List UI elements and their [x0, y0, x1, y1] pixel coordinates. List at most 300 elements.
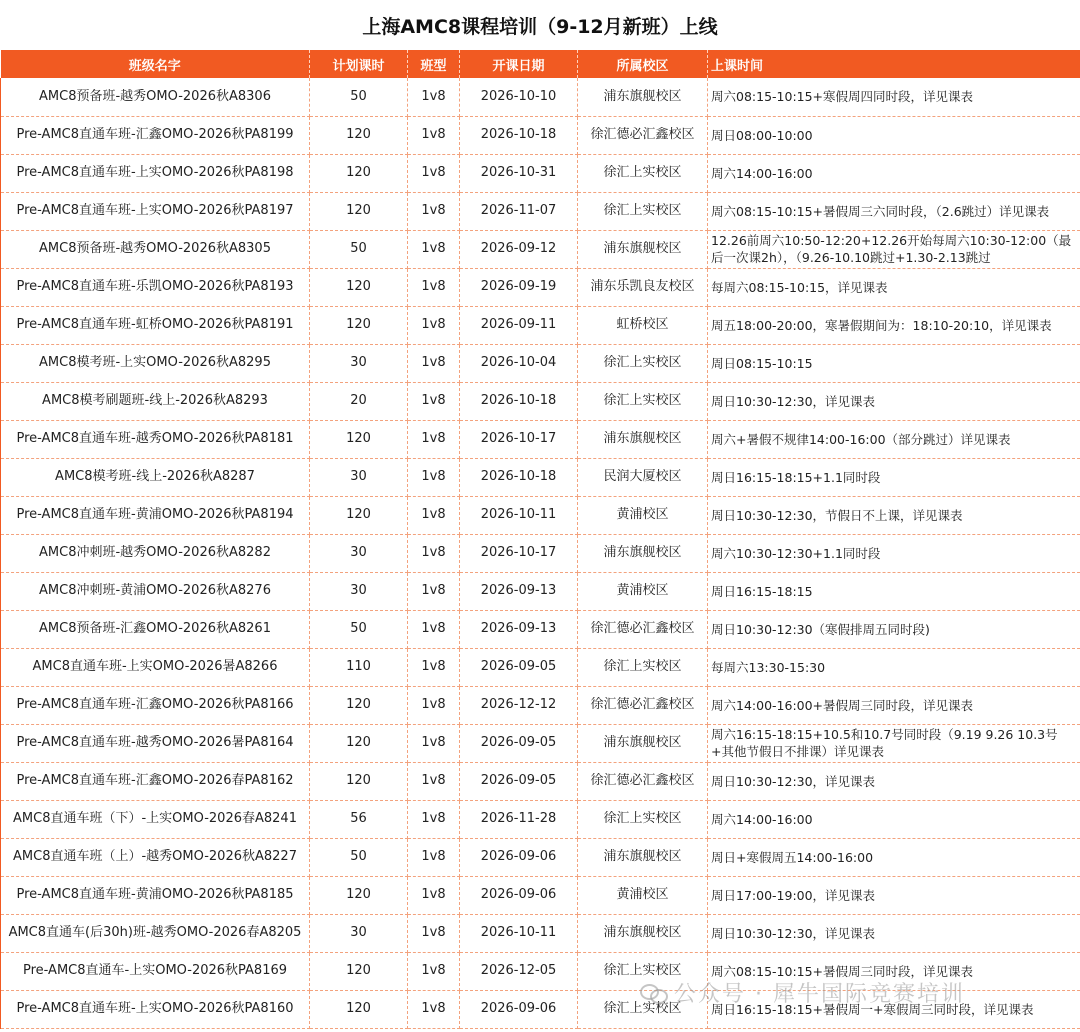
schedule-cell-text: 周日10:30-12:30（寒假排周五同时段) — [711, 621, 930, 637]
schedule-cell-text: 周日+寒假周五14:00-16:00 — [711, 849, 874, 865]
campus-cell — [578, 78, 708, 116]
start-date-cell-text: 2026-11-28 — [480, 811, 557, 826]
planned-hours-cell-text: 120 — [346, 431, 371, 446]
start-date-cell — [460, 344, 578, 382]
class-type-cell — [408, 306, 460, 344]
table-row — [1, 610, 1080, 648]
class-type-cell — [408, 420, 460, 458]
class-name-cell — [1, 192, 310, 230]
planned-hours-cell — [310, 838, 408, 876]
schedule-cell — [708, 534, 1080, 572]
start-date-cell-text: 2026-09-05 — [480, 659, 557, 674]
start-date-cell — [460, 306, 578, 344]
planned-hours-cell-text: 120 — [346, 127, 371, 142]
class-name-cell — [1, 344, 310, 382]
start-date-cell — [460, 724, 578, 762]
campus-cell-text: 黄浦校区 — [616, 887, 669, 902]
start-date-cell-text: 2026-09-05 — [480, 773, 557, 788]
header-campus: 所属校区 — [578, 50, 708, 78]
start-date-cell — [460, 268, 578, 306]
schedule-cell — [708, 268, 1080, 306]
campus-cell — [578, 990, 708, 1028]
start-date-cell-text: 2026-10-18 — [480, 393, 557, 408]
planned-hours-cell-text: 120 — [346, 735, 371, 750]
planned-hours-cell — [310, 762, 408, 800]
class-type-cell — [408, 78, 460, 116]
planned-hours-cell — [310, 914, 408, 952]
planned-hours-cell-text: 120 — [346, 1001, 371, 1016]
schedule-cell — [708, 800, 1080, 838]
class-name-cell — [1, 78, 310, 116]
schedule-cell — [708, 230, 1080, 268]
start-date-cell-text: 2026-10-11 — [480, 925, 557, 940]
table-row — [1, 78, 1080, 116]
class-name-cell-text: AMC8冲刺班-越秀OMO-2026秋A8282 — [39, 545, 271, 560]
start-date-cell — [460, 154, 578, 192]
schedule-cell — [708, 686, 1080, 724]
start-date-cell-text: 2026-11-07 — [480, 203, 557, 218]
class-type-cell-text: 1v8 — [421, 355, 446, 370]
table-body — [1, 78, 1080, 1028]
planned-hours-cell — [310, 572, 408, 610]
planned-hours-cell-text: 120 — [346, 279, 371, 294]
class-type-cell — [408, 876, 460, 914]
planned-hours-cell — [310, 420, 408, 458]
class-name-cell — [1, 800, 310, 838]
campus-cell — [578, 952, 708, 990]
class-name-cell-text: AMC8模考刷题班-线上-2026秋A8293 — [42, 393, 268, 408]
start-date-cell-text: 2026-10-10 — [480, 88, 557, 104]
planned-hours-cell — [310, 268, 408, 306]
campus-cell-text: 黄浦校区 — [616, 583, 669, 598]
table-row — [1, 686, 1080, 724]
start-date-cell-text: 2026-09-19 — [480, 279, 557, 294]
start-date-cell-text: 2026-09-11 — [480, 317, 557, 332]
planned-hours-cell-text: 110 — [346, 659, 371, 674]
schedule-cell — [708, 610, 1080, 648]
class-name-cell-text: AMC8冲刺班-黄浦OMO-2026秋A8276 — [39, 583, 271, 598]
schedule-cell-text: 周日10:30-12:30，详见课表 — [711, 925, 876, 941]
class-type-cell-text: 1v8 — [421, 317, 446, 332]
class-type-cell — [408, 382, 460, 420]
start-date-cell-text: 2026-10-11 — [480, 507, 557, 522]
class-name-cell-text: AMC8预备班-越秀OMO-2026秋A8305 — [39, 241, 271, 256]
table-row — [1, 534, 1080, 572]
campus-cell-text: 浦东旗舰校区 — [603, 545, 682, 560]
schedule-cell — [708, 420, 1080, 458]
class-type-cell — [408, 990, 460, 1028]
planned-hours-cell-text: 120 — [346, 165, 371, 180]
class-name-cell-text: AMC8直通车班（上）-越秀OMO-2026秋A8227 — [13, 849, 297, 864]
start-date-cell — [460, 534, 578, 572]
campus-cell-text: 徐汇德必汇鑫校区 — [590, 697, 695, 712]
class-name-cell-text: Pre-AMC8直通车班-汇鑫OMO-2026秋PA8166 — [16, 697, 294, 712]
class-name-cell-text: Pre-AMC8直通车班-上实OMO-2026秋PA8197 — [16, 203, 294, 218]
class-type-cell-text: 1v8 — [421, 773, 446, 788]
start-date-cell-text: 2026-09-06 — [480, 849, 557, 864]
planned-hours-cell — [310, 192, 408, 230]
header-start-date: 开课日期 — [460, 50, 578, 78]
header-row — [1, 50, 1080, 78]
campus-cell-text: 浦东旗舰校区 — [603, 849, 682, 864]
schedule-cell — [708, 458, 1080, 496]
schedule-cell — [708, 648, 1080, 686]
table-row — [1, 344, 1080, 382]
class-type-cell — [408, 572, 460, 610]
class-name-cell-text: AMC8直通车班（下）-上实OMO-2026春A8241 — [13, 811, 297, 826]
campus-cell-text: 浦东旗舰校区 — [603, 925, 682, 940]
start-date-cell — [460, 762, 578, 800]
class-name-cell — [1, 762, 310, 800]
schedule-cell-text: 周六+暑假不规律14:00-16:00（部分跳过）详见课表 — [711, 431, 1011, 447]
class-name-cell — [1, 116, 310, 154]
class-name-cell — [1, 610, 310, 648]
class-type-cell — [408, 610, 460, 648]
schedule-cell-text: 每周六08:15-10:15，详见课表 — [711, 279, 888, 295]
class-name-cell-text: Pre-AMC8直通车班-越秀OMO-2026暑PA8164 — [16, 735, 294, 750]
start-date-cell-text: 2026-09-05 — [480, 735, 557, 750]
start-date-cell-text: 2026-12-05 — [480, 963, 557, 978]
campus-cell — [578, 116, 708, 154]
planned-hours-cell — [310, 78, 408, 116]
schedule-cell-text: 周日16:15-18:15 — [711, 583, 813, 599]
class-name-cell — [1, 572, 310, 610]
class-type-cell — [408, 838, 460, 876]
class-name-cell — [1, 876, 310, 914]
class-name-cell-text: Pre-AMC8直通车班-越秀OMO-2026秋PA8181 — [16, 431, 294, 446]
planned-hours-cell — [310, 116, 408, 154]
start-date-cell — [460, 838, 578, 876]
class-name-cell-text: AMC8模考班-上实OMO-2026秋A8295 — [39, 355, 271, 370]
class-name-cell-text: AMC8直通车班-上实OMO-2026暑A8266 — [32, 659, 278, 674]
class-type-cell-text: 1v8 — [421, 1001, 446, 1016]
class-name-cell — [1, 648, 310, 686]
start-date-cell — [460, 686, 578, 724]
campus-cell-text: 虹桥校区 — [616, 317, 669, 332]
table-row — [1, 876, 1080, 914]
class-type-cell — [408, 724, 460, 762]
schedule-cell-text: 周日10:30-12:30，详见课表 — [711, 773, 876, 789]
class-type-cell-text: 1v8 — [421, 583, 446, 598]
header-class-type: 班型 — [408, 50, 460, 78]
table-header — [1, 50, 1080, 78]
campus-cell — [578, 876, 708, 914]
table-row — [1, 268, 1080, 306]
table-row — [1, 496, 1080, 534]
header-planned-hours: 计划课时 — [310, 50, 408, 78]
campus-cell — [578, 154, 708, 192]
schedule-cell-text: 周日16:15-18:15+暑假周一+寒假周三同时段，详见课表 — [711, 1001, 1034, 1017]
planned-hours-cell-text: 50 — [350, 621, 367, 636]
header-schedule: 上课时间 — [708, 50, 1080, 78]
campus-cell — [578, 268, 708, 306]
planned-hours-cell-text: 20 — [350, 393, 367, 408]
start-date-cell — [460, 990, 578, 1028]
class-type-cell — [408, 268, 460, 306]
class-type-cell — [408, 116, 460, 154]
planned-hours-cell-text: 30 — [350, 355, 367, 370]
start-date-cell — [460, 648, 578, 686]
schedule-cell — [708, 914, 1080, 952]
table-row — [1, 990, 1080, 1028]
planned-hours-cell-text: 120 — [346, 887, 371, 902]
planned-hours-cell-text: 30 — [350, 583, 367, 598]
table-row — [1, 382, 1080, 420]
class-type-cell-text: 1v8 — [421, 469, 446, 484]
schedule-cell — [708, 952, 1080, 990]
start-date-cell — [460, 876, 578, 914]
schedule-cell — [708, 382, 1080, 420]
class-name-cell — [1, 154, 310, 192]
campus-cell — [578, 420, 708, 458]
class-type-cell-text: 1v8 — [421, 127, 446, 142]
class-name-cell — [1, 952, 310, 990]
watermark-text: 公众号 · 犀牛国际竞赛培训 — [674, 981, 965, 1007]
start-date-cell — [460, 382, 578, 420]
class-type-cell — [408, 534, 460, 572]
campus-cell-text: 徐汇上实校区 — [603, 659, 682, 674]
planned-hours-cell — [310, 458, 408, 496]
campus-cell — [578, 914, 708, 952]
class-name-cell-text: Pre-AMC8直通车班-汇鑫OMO-2026秋PA8199 — [16, 127, 294, 142]
start-date-cell — [460, 420, 578, 458]
planned-hours-cell — [310, 154, 408, 192]
header-class-name: 班级名字 — [1, 50, 310, 78]
class-name-cell-text: Pre-AMC8直通车班-乐凯OMO-2026秋PA8193 — [16, 279, 294, 294]
class-name-cell — [1, 534, 310, 572]
start-date-cell-text: 2026-09-13 — [480, 583, 557, 598]
class-type-cell-text: 1v8 — [421, 963, 446, 978]
planned-hours-cell-text: 120 — [346, 773, 371, 788]
class-name-cell — [1, 268, 310, 306]
campus-cell — [578, 534, 708, 572]
schedule-cell-text: 周六08:15-10:15+暑假周三同时段，详见课表 — [711, 963, 974, 979]
schedule-cell — [708, 876, 1080, 914]
planned-hours-cell — [310, 230, 408, 268]
class-type-cell-text: 1v8 — [421, 431, 446, 446]
planned-hours-cell — [310, 344, 408, 382]
class-name-cell — [1, 724, 310, 762]
schedule-cell-text: 周六14:00-16:00 — [711, 811, 813, 827]
class-type-cell-text: 1v8 — [421, 203, 446, 218]
start-date-cell — [460, 116, 578, 154]
start-date-cell — [460, 914, 578, 952]
planned-hours-cell — [310, 876, 408, 914]
planned-hours-cell — [310, 686, 408, 724]
start-date-cell — [460, 610, 578, 648]
campus-cell — [578, 572, 708, 610]
campus-cell — [578, 306, 708, 344]
table-row — [1, 724, 1080, 762]
campus-cell-text: 浦东乐凯良友校区 — [590, 279, 695, 294]
schedule-cell — [708, 154, 1080, 192]
campus-cell — [578, 648, 708, 686]
class-type-cell-text: 1v8 — [421, 659, 446, 674]
class-type-cell-text: 1v8 — [421, 545, 446, 560]
table-row — [1, 952, 1080, 990]
campus-cell-text: 徐汇上实校区 — [603, 393, 682, 408]
start-date-cell-text: 2026-09-13 — [480, 621, 557, 636]
start-date-cell — [460, 230, 578, 268]
campus-cell — [578, 724, 708, 762]
planned-hours-cell — [310, 648, 408, 686]
start-date-cell — [460, 800, 578, 838]
schedule-cell-text: 周日17:00-19:00，详见课表 — [711, 887, 876, 903]
campus-cell — [578, 496, 708, 534]
planned-hours-cell — [310, 382, 408, 420]
campus-cell-text: 徐汇上实校区 — [603, 203, 682, 218]
campus-cell-text: 徐汇上实校区 — [603, 165, 682, 180]
planned-hours-cell-text: 50 — [350, 241, 367, 256]
schedule-cell-text: 周日16:15-18:15+1.1同时段 — [711, 469, 881, 485]
class-type-cell-text: 1v8 — [421, 697, 446, 712]
class-name-cell-text: Pre-AMC8直通车班-上实OMO-2026秋PA8160 — [16, 1001, 294, 1016]
planned-hours-cell — [310, 952, 408, 990]
table-row — [1, 458, 1080, 496]
campus-cell-text: 浦东旗舰校区 — [603, 431, 682, 446]
class-type-cell — [408, 914, 460, 952]
table-row — [1, 420, 1080, 458]
campus-cell-text: 徐汇上实校区 — [603, 1001, 682, 1016]
schedule-cell — [708, 572, 1080, 610]
start-date-cell-text: 2026-09-06 — [480, 887, 557, 902]
class-type-cell — [408, 344, 460, 382]
campus-cell-text: 民润大厦校区 — [603, 469, 682, 484]
schedule-cell-text: 周日08:15-10:15 — [711, 355, 813, 371]
table-row — [1, 230, 1080, 268]
class-type-cell-text: 1v8 — [421, 279, 446, 294]
class-type-cell — [408, 648, 460, 686]
start-date-cell — [460, 192, 578, 230]
class-name-cell — [1, 496, 310, 534]
schedule-cell — [708, 838, 1080, 876]
schedule-cell-text: 周日10:30-12:30，节假日不上课，详见课表 — [711, 507, 963, 523]
schedule-cell — [708, 496, 1080, 534]
class-name-cell-text: Pre-AMC8直通车班-黄浦OMO-2026秋PA8185 — [16, 887, 294, 902]
schedule-cell-text: 周日10:30-12:30，详见课表 — [711, 393, 876, 409]
schedule-cell-text: 周六08:15-10:15+暑假周三六同时段，（2.6跳过）详见课表 — [711, 203, 1050, 219]
class-type-cell-text: 1v8 — [421, 735, 446, 750]
planned-hours-cell — [310, 496, 408, 534]
schedule-cell — [708, 192, 1080, 230]
class-name-cell-text: Pre-AMC8直通车班-虹桥OMO-2026秋PA8191 — [16, 317, 294, 332]
planned-hours-cell — [310, 610, 408, 648]
start-date-cell-text: 2026-10-18 — [480, 127, 557, 142]
campus-cell-text: 徐汇上实校区 — [603, 811, 682, 826]
table-row — [1, 762, 1080, 800]
start-date-cell — [460, 952, 578, 990]
class-name-cell — [1, 420, 310, 458]
planned-hours-cell-text: 120 — [346, 317, 371, 332]
class-name-cell — [1, 990, 310, 1028]
class-type-cell — [408, 496, 460, 534]
campus-cell — [578, 192, 708, 230]
planned-hours-cell — [310, 534, 408, 572]
class-name-cell — [1, 306, 310, 344]
class-type-cell-text: 1v8 — [421, 621, 446, 636]
campus-cell-text: 黄浦校区 — [616, 507, 669, 522]
start-date-cell — [460, 78, 578, 116]
class-type-cell-text: 1v8 — [421, 925, 446, 940]
class-name-cell-text: Pre-AMC8直通车班-汇鑫OMO-2026春PA8162 — [16, 773, 294, 788]
campus-cell — [578, 382, 708, 420]
campus-cell-text: 徐汇上实校区 — [603, 355, 682, 370]
class-name-cell-text: AMC8模考班-线上-2026秋A8287 — [55, 469, 255, 484]
schedule-cell-text: 周六08:15-10:15+寒假周四同时段，详见课表 — [711, 89, 974, 105]
campus-cell — [578, 686, 708, 724]
class-type-cell-text: 1v8 — [421, 241, 446, 256]
class-type-cell — [408, 154, 460, 192]
campus-cell — [578, 230, 708, 268]
class-type-cell — [408, 762, 460, 800]
planned-hours-cell-text: 30 — [350, 545, 367, 560]
schedule-cell — [708, 306, 1080, 344]
schedule-cell — [708, 724, 1080, 762]
class-name-cell — [1, 230, 310, 268]
campus-cell-text: 浦东旗舰校区 — [603, 241, 682, 256]
class-type-cell-text: 1v8 — [421, 88, 446, 104]
planned-hours-cell-text: 50 — [350, 88, 367, 104]
campus-cell-text: 浦东旗舰校区 — [603, 735, 682, 750]
campus-cell — [578, 800, 708, 838]
schedule-cell-text: 12.26前周六10:50-12:20+12.26开始每周六10:30-12:00（最后一次课2h），（9.26-10.10跳过+1.30-2.13跳过 — [711, 233, 1072, 265]
table-row — [1, 572, 1080, 610]
schedule-cell-text: 每周六13:30-15:30 — [711, 659, 826, 675]
class-name-cell-text: Pre-AMC8直通车班-黄浦OMO-2026秋PA8194 — [16, 507, 294, 522]
class-name-cell-text: AMC8预备班-越秀OMO-2026秋A8306 — [39, 88, 271, 104]
schedule-cell-text: 周六14:00-16:00 — [711, 165, 813, 181]
class-type-cell-text: 1v8 — [421, 811, 446, 826]
class-name-cell — [1, 838, 310, 876]
planned-hours-cell-text: 56 — [350, 811, 367, 826]
start-date-cell-text: 2026-09-06 — [480, 1001, 557, 1016]
campus-cell-text: 徐汇上实校区 — [603, 963, 682, 978]
class-name-cell — [1, 382, 310, 420]
table-row — [1, 648, 1080, 686]
planned-hours-cell-text: 120 — [346, 507, 371, 522]
class-name-cell — [1, 458, 310, 496]
class-type-cell-text: 1v8 — [421, 887, 446, 902]
class-name-cell — [1, 914, 310, 952]
schedule-cell — [708, 762, 1080, 800]
schedule-cell — [708, 990, 1080, 1028]
schedule-cell-text: 周六16:15-18:15+10.5和10.7号同时段（9.19 9.26 10.3号+其他节假日不排课）详见课表 — [711, 727, 1058, 759]
start-date-cell-text: 2026-10-18 — [480, 469, 557, 484]
start-date-cell-text: 2026-10-17 — [480, 545, 557, 560]
table-row — [1, 306, 1080, 344]
campus-cell-text: 徐汇德必汇鑫校区 — [590, 773, 695, 788]
start-date-cell-text: 2026-12-12 — [480, 697, 557, 712]
planned-hours-cell-text: 30 — [350, 925, 367, 940]
class-name-cell-text: AMC8预备班-汇鑫OMO-2026秋A8261 — [39, 621, 271, 636]
class-type-cell — [408, 800, 460, 838]
schedule-cell-text: 周五18:00-20:00，寒暑假期间为：18:10-20:10，详见课表 — [711, 317, 1052, 333]
start-date-cell-text: 2026-10-17 — [480, 431, 557, 446]
campus-cell-text: 徐汇德必汇鑫校区 — [590, 621, 695, 636]
campus-cell — [578, 458, 708, 496]
schedule-cell — [708, 116, 1080, 154]
class-type-cell — [408, 458, 460, 496]
table-row — [1, 838, 1080, 876]
planned-hours-cell-text: 120 — [346, 963, 371, 978]
table-row — [1, 154, 1080, 192]
start-date-cell-text: 2026-10-31 — [480, 165, 557, 180]
class-type-cell — [408, 192, 460, 230]
schedule-cell-text: 周六10:30-12:30+1.1同时段 — [711, 545, 881, 561]
table-row — [1, 192, 1080, 230]
planned-hours-cell — [310, 800, 408, 838]
class-name-cell-text: AMC8直通车(后30h)班-越秀OMO-2026春A8205 — [8, 925, 302, 940]
